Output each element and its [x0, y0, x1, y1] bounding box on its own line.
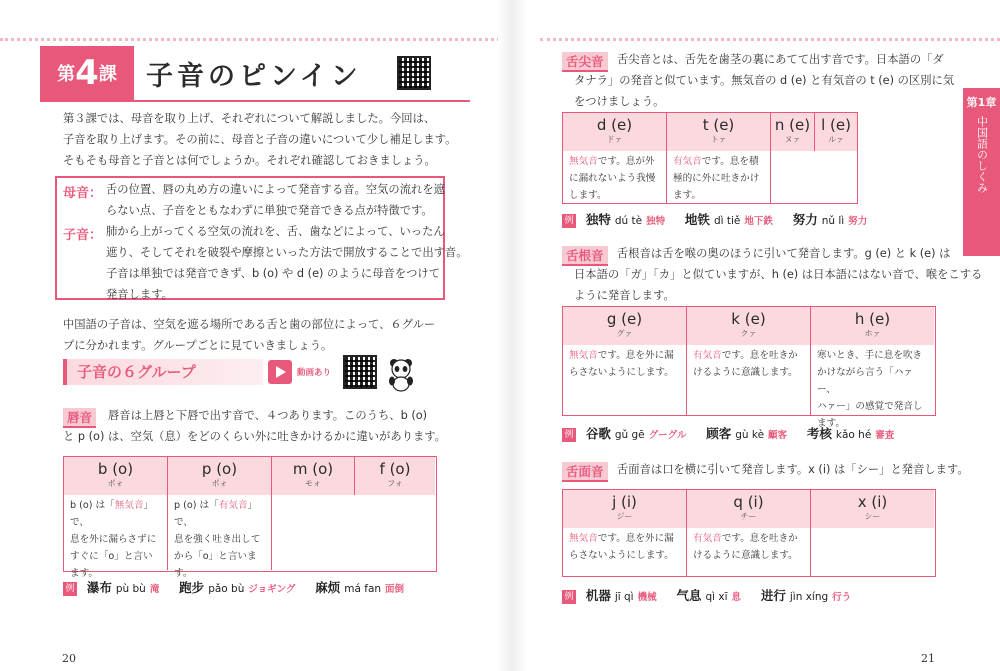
- definition-line: 遮り、そしてそれを破裂や摩擦といった方法で開放することで出す音。: [106, 246, 468, 259]
- example-word: 努力: [792, 212, 818, 227]
- note-text: します。: [569, 190, 607, 201]
- example-pinyin: gǔ gē: [614, 429, 645, 441]
- example-meaning: ジョギング: [248, 584, 296, 595]
- example-word: 顾客: [706, 426, 732, 441]
- kana-label: トァ: [710, 135, 727, 144]
- lesson-number-box: [40, 46, 134, 100]
- table-header-cell: [563, 490, 687, 528]
- table-note-cell: [168, 495, 272, 579]
- table-header-cell: [815, 113, 857, 151]
- note-highlight: 有気音: [673, 156, 702, 167]
- labial-table: [63, 456, 437, 579]
- groups-intro: [63, 314, 435, 356]
- intro-line: そもそも母音と子音とは何でしょうか。それぞれ確認しておきましょう。: [63, 154, 436, 167]
- lesson-label-post: 課: [98, 64, 117, 85]
- example-meaning: 地下鉄: [744, 216, 773, 227]
- vowel-term: 母音：: [63, 186, 103, 201]
- example-meaning: 息: [731, 592, 742, 603]
- play-video-icon[interactable]: [268, 360, 292, 384]
- note-text: 息を外に漏らさずに: [70, 534, 157, 545]
- table-note-cell: [811, 345, 934, 429]
- note-text: ます。: [70, 568, 99, 579]
- qr-code-icon[interactable]: [343, 355, 377, 389]
- page-number-left: 20: [62, 652, 76, 665]
- lesson-label-pre: 第: [57, 64, 76, 85]
- definition-line: 肺から上がってくる空気の流れを、舌、歯などによって、いったん: [106, 225, 445, 238]
- pinyin-label: n (e): [774, 116, 811, 134]
- table-header-cell: [355, 457, 435, 495]
- note-text: ハァー」の感覚で発音し: [817, 401, 923, 412]
- note-text: です。息を外に漏: [597, 350, 674, 361]
- example-meaning: 努力: [848, 216, 868, 227]
- table-header-cell: [667, 113, 771, 151]
- table-header-cell: [563, 113, 667, 151]
- kana-label: ボォ: [107, 479, 124, 488]
- example-pinyin: dú tè: [614, 215, 643, 227]
- example-word: 跑步: [179, 580, 205, 595]
- note-text: 」で、: [174, 500, 258, 528]
- table-note-cell: [563, 345, 687, 415]
- note-highlight: 有気音: [693, 533, 722, 544]
- palatal-table: [562, 489, 936, 577]
- example-pinyin: gù kè: [735, 429, 765, 441]
- section-tag-apical: 舌尖音: [562, 52, 608, 72]
- note-text: ます。: [817, 418, 846, 429]
- example-pinyin: jī qì: [614, 591, 634, 603]
- note-text: に漏れないよう我慢: [569, 173, 656, 184]
- note-text: です。息を外に漏: [597, 533, 674, 544]
- note-text: らさないようにします。: [569, 550, 674, 561]
- example-meaning: 独特: [646, 216, 666, 227]
- apical-line: 舌尖音とは、舌先を歯茎の裏にあてて出す音です。日本語の「ダ: [617, 53, 944, 66]
- table-header-cell: [771, 113, 815, 151]
- kana-label: ドァ: [606, 135, 623, 144]
- section-tag-velar: 舌根音: [562, 246, 608, 266]
- apical-line: タナラ」の発音と似ています。無気音の d (e) と有気音の t (e) の区別に気: [574, 74, 955, 87]
- apical-description: [617, 49, 944, 70]
- note-text: かけながら言う「ハァー、: [817, 367, 913, 395]
- kana-label: ジー: [616, 512, 633, 521]
- kana-label: クァ: [740, 329, 757, 338]
- chapter-number: 第1章: [966, 96, 997, 109]
- pinyin-label: d (e): [596, 116, 633, 134]
- lesson-title: 子音のピンイン: [146, 61, 362, 92]
- example-pinyin: kǎo hé: [835, 429, 872, 441]
- pinyin-label: x (i): [857, 493, 888, 511]
- pinyin-label: g (e): [606, 310, 643, 328]
- example-meaning: 面倒: [385, 584, 405, 595]
- example-mark: 例: [562, 428, 576, 442]
- pinyin-label: h (e): [854, 310, 891, 328]
- page-number-right: 21: [921, 652, 935, 665]
- example-meaning: 審査: [875, 430, 895, 441]
- note-highlight: 無気音: [114, 500, 144, 511]
- example-pinyin: jìn xíng: [789, 591, 829, 603]
- note-text: から「o」と言います。: [174, 551, 257, 579]
- example-pinyin: nǔ lì: [821, 215, 845, 227]
- apical-table: [562, 112, 858, 204]
- example-pinyin: dì tiě: [713, 215, 741, 227]
- note-text: 寒いとき、手に息を吹き: [817, 350, 923, 361]
- section-tag-palatal: 舌面音: [562, 462, 608, 482]
- top-dotted-rule-right: [540, 38, 1000, 47]
- apical-line: をつけましょう。: [574, 95, 665, 108]
- palatal-examples: [562, 586, 867, 604]
- velar-line: 舌根音は舌を喉の奥のほうに引いて発音します。g (e) と k (e) は: [617, 247, 951, 260]
- intro-paragraph: [63, 108, 456, 171]
- consonant-definition: [106, 221, 468, 305]
- pinyin-label: m (o): [292, 460, 334, 478]
- note-text: らさないようにします。: [569, 367, 674, 378]
- intro-line: 子音を取り上げます。その前に、母音と子音の違いについて少し補足します。: [63, 133, 457, 146]
- lesson-number: 4: [75, 53, 99, 93]
- pinyin-label: p (o): [201, 460, 238, 478]
- note-highlight: 無気音: [569, 533, 598, 544]
- example-mark: 例: [562, 590, 576, 604]
- velar-examples: [562, 424, 910, 442]
- intro-line: 第３課では、母音を取り上げ、それぞれについて解説しました。今回は、: [63, 112, 436, 125]
- note-text: すぐに「o」と言い: [70, 551, 153, 562]
- note-highlight: 有気音: [218, 500, 248, 511]
- kana-label: モォ: [305, 479, 321, 488]
- definition-line: 子音は単独では発音できず、b (o) や d (e) のように母音をつけて: [106, 267, 441, 280]
- table-header-cell: [563, 307, 687, 345]
- example-mark: 例: [562, 214, 576, 228]
- note-text: けるように意識します。: [693, 367, 798, 378]
- note-text: です。息を吐きか: [721, 533, 798, 544]
- kana-label: グァ: [616, 329, 633, 338]
- section-tag-labial: 唇音: [63, 408, 96, 428]
- vowel-definition: [106, 179, 445, 221]
- labial-description-cont: [63, 426, 446, 447]
- consonant-term: 子音：: [63, 228, 103, 243]
- note-text: です。息を吐きか: [721, 350, 798, 361]
- example-word: 考核: [806, 426, 832, 441]
- example-word: 进行: [760, 588, 786, 603]
- kana-label: シー: [864, 512, 881, 521]
- pinyin-label: b (o): [97, 460, 134, 478]
- note-text: です。息を積: [701, 156, 759, 167]
- pinyin-label: j (i): [612, 493, 637, 511]
- chapter-side-tab[interactable]: [963, 88, 1000, 256]
- labial-line: と p (o) は、空気（息）をどのくらい外に吐きかけるかに違いがあります。: [63, 430, 446, 443]
- note-text: 息を強く吐き出して: [174, 534, 261, 545]
- note-highlight: 有気音: [693, 350, 722, 361]
- example-word: 麻烦: [315, 580, 341, 595]
- note-text: p (o) は「: [174, 500, 219, 511]
- qr-code-icon[interactable]: [397, 56, 431, 90]
- note-text: ます。: [673, 190, 702, 201]
- pinyin-label: k (e): [731, 310, 766, 328]
- palatal-line: 舌面音は口を横に引いて発音します。x (i) は「シー」と発音します。: [617, 463, 969, 476]
- table-header-cell: [811, 490, 934, 528]
- groups-intro-line: 中国語の子音は、空気を遮る場所である舌と歯の部位によって、６グルー: [63, 318, 436, 331]
- labial-examples: [63, 578, 420, 596]
- kana-label: ポォ: [211, 479, 228, 488]
- table-header-cell: [687, 490, 811, 528]
- palatal-description: [617, 459, 969, 480]
- velar-description-cont: [574, 264, 982, 306]
- panda-icon: [385, 356, 417, 392]
- table-header-cell: [64, 457, 168, 495]
- example-word: 谷歌: [585, 426, 611, 441]
- labial-line: 唇音は上唇と下唇で出す音で、４つあります。このうち、b (o): [108, 409, 428, 422]
- definition-line: 舌の位置、唇の丸め方の違いによって発音する音。空気の流れを遮: [106, 183, 445, 196]
- table-note-cell: [667, 151, 771, 203]
- note-text: 極的に外に吐きかけ: [673, 173, 760, 184]
- apical-examples: [562, 210, 883, 228]
- example-pinyin: pǎo bù: [208, 583, 245, 595]
- book-spine: [498, 0, 526, 671]
- table-note-cell: [563, 528, 687, 576]
- example-meaning: 顧客: [768, 430, 788, 441]
- example-meaning: グーグル: [648, 430, 687, 441]
- pinyin-label: q (i): [733, 493, 764, 511]
- apical-description-cont: [574, 70, 954, 112]
- note-highlight: 無気音: [569, 156, 598, 167]
- velar-description: [617, 243, 950, 264]
- video-label[interactable]: 動画あり: [297, 368, 332, 378]
- table-note-cell: [687, 528, 811, 576]
- groups-intro-line: プに分かれます。グループごとに見ていきましょう。: [63, 339, 333, 352]
- note-text: けるように意識します。: [693, 550, 798, 561]
- example-pinyin: pù bù: [115, 583, 146, 595]
- example-mark: 例: [63, 582, 77, 596]
- example-word: 气息: [676, 588, 702, 603]
- kana-label: ヌァ: [784, 135, 801, 144]
- title-underline: [40, 100, 470, 102]
- example-pinyin: qì xī: [705, 591, 728, 603]
- pinyin-label: f (o): [379, 460, 411, 478]
- velar-line: ように発音します。: [574, 289, 675, 302]
- note-text: 」で、: [70, 500, 154, 528]
- note-highlight: 無気音: [569, 350, 598, 361]
- kana-label: ホァ: [864, 329, 881, 338]
- labial-description: [108, 405, 427, 426]
- example-meaning: 機械: [637, 592, 657, 603]
- table-header-cell: [687, 307, 811, 345]
- table-header-cell: [811, 307, 934, 345]
- pinyin-label: l (e): [821, 116, 851, 134]
- note-text: b (o) は「: [70, 500, 115, 511]
- table-note-cell: [64, 495, 168, 579]
- table-note-cell: [563, 151, 667, 203]
- example-meaning: 行う: [832, 592, 852, 603]
- velar-line: 日本語の「ガ」「カ」と似ていますが、h (e) は日本語にはない音で、喉をこする: [574, 268, 983, 281]
- velar-table: [562, 306, 936, 429]
- example-word: 瀑布: [86, 580, 112, 595]
- group-heading: 子音の６グループ: [63, 359, 263, 385]
- note-text: です。息が外: [597, 156, 655, 167]
- kana-label: チー: [740, 512, 757, 521]
- definition-line: 発音します。: [106, 288, 173, 301]
- table-note-cell: [687, 345, 811, 415]
- pinyin-label: t (e): [702, 116, 735, 134]
- definition-line: らない点、子音をともなわずに単独で発音できる点が特徴です。: [106, 204, 433, 217]
- example-meaning: 滝: [149, 584, 160, 595]
- example-word: 机器: [585, 588, 611, 603]
- example-word: 地铁: [684, 212, 710, 227]
- kana-label: フォ: [387, 479, 403, 488]
- table-header-cell: [272, 457, 355, 495]
- chapter-title: 中国語のしくみ: [975, 116, 989, 193]
- example-pinyin: má fan: [344, 583, 382, 595]
- example-word: 独特: [585, 212, 611, 227]
- table-header-cell: [168, 457, 272, 495]
- kana-label: ルァ: [828, 135, 844, 144]
